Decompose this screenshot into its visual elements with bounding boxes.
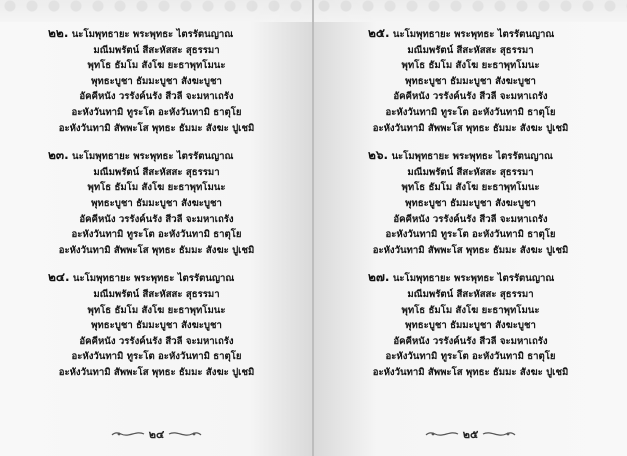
chant-block bbox=[0, 270, 313, 380]
chant-line: อัคคีหนัง วรรังค์นรัง สีวลี จะมหาเถรัง bbox=[79, 213, 234, 225]
chant-line: พุทธะบูชา ธัมมะบูชา สังฆะบูชา bbox=[91, 75, 222, 87]
chant-number: ๒๒. bbox=[48, 26, 69, 40]
chant-line: มณีมพรัตน์ สีสะหัสสะ สุธรรมา bbox=[93, 288, 220, 300]
page-number: ๒๕ bbox=[462, 428, 479, 441]
chant-line: อะหังวันทามิ สัพพะโส พุทธะ ธัมมะ สังฆะ ปูเชมิ bbox=[58, 244, 255, 256]
chant-number: ๒๔. bbox=[48, 270, 70, 285]
chant-line: พุทธะบูชา ธัมมะบูชา สังฆะบูชา bbox=[405, 197, 536, 209]
chant-line: มณีมพรัตน์ สีสะหัสสะ สุธรรมา bbox=[93, 166, 220, 178]
chant-line: พุทโธ ธัมโม สังโฆ ยะธาพุทโมนะ bbox=[87, 60, 226, 72]
chant-number: ๒๕. bbox=[368, 26, 390, 40]
chant-line: พุทธะบูชา ธัมมะบูชา สังฆะบูชา bbox=[91, 197, 222, 209]
chant-line: อัคคีหนัง วรรังค์นรัง สีวลี จะมหาเถรัง bbox=[79, 335, 234, 347]
chant-line: มณีมพรัตน์ สีสะหัสสะ สุธรรมา bbox=[407, 166, 534, 178]
chant-line: มณีมพรัตน์ สีสะหัสสะ สุธรรมา bbox=[407, 44, 534, 56]
flourish-left-icon bbox=[111, 429, 145, 439]
chant-block bbox=[314, 270, 627, 380]
chant-line: พุทโธ ธัมโม สังโฆ ยะธาพุทโมนะ bbox=[401, 60, 540, 72]
chant-line: พุทธะบูชา ธัมมะบูชา สังฆะบูชา bbox=[405, 320, 536, 332]
chant-line: อัคคีหนัง วรรังค์นรัง สีวลี จะมหาเถรัง bbox=[79, 91, 234, 103]
chant-line: อะหังวันทามิ ทูระโต อะหังวันทามิ ธาตุโย bbox=[71, 351, 242, 363]
chant-line: อัคคีหนัง วรรังค์นรัง สีวลี จะมหาเถรัง bbox=[393, 335, 548, 347]
chant-line: อัคคีหนัง วรรังค์นรัง สีวลี จะมหาเถรัง bbox=[393, 213, 548, 225]
chant-line: พุทธะบูชา ธัมมะบูชา สังฆะบูชา bbox=[405, 75, 536, 87]
chant-line: มณีมพรัตน์ สีสะหัสสะ สุธรรมา bbox=[407, 288, 534, 300]
chant-line: อะหังวันทามิ สัพพะโส พุทธะ ธัมมะ สังฆะ ปูเชมิ bbox=[58, 122, 255, 134]
chant-block bbox=[314, 26, 627, 136]
page-number: ๒๔ bbox=[148, 428, 165, 441]
left-page bbox=[0, 0, 313, 456]
right-chant-blocks bbox=[314, 26, 627, 392]
chant-line: มณีมพรัตน์ สีสะหัสสะ สุธรรมา bbox=[93, 44, 220, 56]
flourish-right-icon bbox=[168, 429, 202, 439]
chant-line: อัคคีหนัง วรรังค์นรัง สีวลี จะมหาเถรัง bbox=[393, 91, 548, 103]
chant-line: อะหังวันทามิ สัพพะโส พุทธะ ธัมมะ สังฆะ ปูเชมิ bbox=[372, 244, 569, 256]
chant-line: อะหังวันทามิ ทูระโต อะหังวันทามิ ธาตุโย bbox=[385, 351, 556, 363]
page-footer bbox=[0, 426, 313, 442]
chant-line: อะหังวันทามิ ทูระโต อะหังวันทามิ ธาตุโย bbox=[71, 106, 242, 118]
flourish-right-icon bbox=[482, 429, 516, 439]
chant-line: นะโมพุทธายะ พระพุทธะ ไตรรัตนญาณ bbox=[392, 29, 555, 40]
right-page bbox=[314, 0, 627, 456]
chant-line: พุทโธ ธัมโม สังโฆ ยะธาพุทโมนะ bbox=[401, 182, 540, 194]
top-ornament bbox=[314, 0, 627, 22]
chant-line: พุทโธ ธัมโม สังโฆ ยะธาพุทโมนะ bbox=[87, 304, 226, 316]
left-chant-blocks bbox=[0, 26, 313, 392]
chant-line: พุทโธ ธัมโม สังโฆ ยะธาพุทโมนะ bbox=[401, 304, 540, 316]
chant-line: อะหังวันทามิ ทูระโต อะหังวันทามิ ธาตุโย bbox=[71, 229, 242, 241]
chant-line: นะโมพุทธายะ พระพุทธะ ไตรรัตนญาณ bbox=[71, 29, 234, 40]
chant-line: นะโมพุทธายะ พระพุทธะ ไตรรัตนญาณ bbox=[72, 151, 234, 163]
flourish-left-icon bbox=[425, 429, 459, 439]
chant-number: ๒๗. bbox=[368, 270, 390, 285]
chant-line: นะโมพุทธายะ พระพุทธะ ไตรรัตนญาณ bbox=[391, 151, 553, 163]
chant-line: อะหังวันทามิ สัพพะโส พุทธะ ธัมมะ สังฆะ ปูเชมิ bbox=[58, 366, 255, 378]
chant-block bbox=[0, 26, 313, 136]
chant-line: พุทโธ ธัมโม สังโฆ ยะธาพุทโมนะ bbox=[87, 182, 226, 194]
chant-line: นะโมพุทธายะ พระพุทธะ ไตรรัตนญาณ bbox=[72, 273, 235, 285]
chant-block bbox=[0, 148, 313, 258]
chant-line: อะหังวันทามิ สัพพะโส พุทธะ ธัมมะ สังฆะ ปูเชมิ bbox=[372, 122, 569, 134]
chant-line: อะหังวันทามิ ทูระโต อะหังวันทามิ ธาตุโย bbox=[385, 106, 556, 118]
chant-block bbox=[314, 148, 627, 258]
top-ornament bbox=[0, 0, 313, 22]
chant-number: ๒๓. bbox=[48, 148, 69, 163]
chant-line: อะหังวันทามิ ทูระโต อะหังวันทามิ ธาตุโย bbox=[385, 229, 556, 241]
chant-number: ๒๖. bbox=[368, 148, 389, 163]
chant-line: พุทธะบูชา ธัมมะบูชา สังฆะบูชา bbox=[91, 320, 222, 332]
chant-line: นะโมพุทธายะ พระพุทธะ ไตรรัตนญาณ bbox=[392, 273, 555, 285]
page-footer bbox=[314, 426, 627, 442]
chant-line: อะหังวันทามิ สัพพะโส พุทธะ ธัมมะ สังฆะ ปูเชมิ bbox=[372, 366, 569, 378]
